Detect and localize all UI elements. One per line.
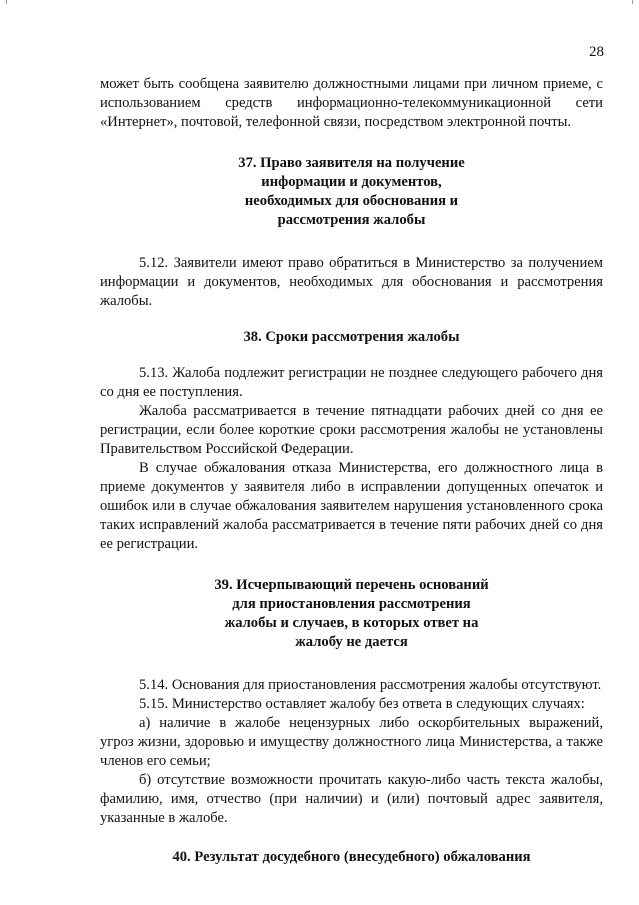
paragraph-5-13: 5.13. Жалоба подлежит регистрации не позднее следующего рабочего дня со дня ее поступления. xyxy=(100,365,603,400)
page-number: 28 xyxy=(589,44,604,60)
section-heading-39 xyxy=(100,576,603,652)
heading-line: 40. Результат досудебного (внесудебного) обжалования xyxy=(172,849,531,865)
section-heading-38 xyxy=(100,328,603,347)
list-item-a: а) наличие в жалобе нецензурных либо оскорбительных выражений, угроз жизни, здоровью и имуществу должностного лица Министерства, а также членов его семьи; xyxy=(100,715,603,769)
heading-line: информации и документов, xyxy=(261,174,442,190)
list-item-b: б) отсутствие возможности прочитать какую-либо часть текста жалобы, фамилию, имя, отчество (при наличии) и (или) почтовый адрес заявителя, указанные в жалобе. xyxy=(100,772,603,826)
heading-line: для приостановления рассмотрения xyxy=(232,596,471,612)
heading-line: 38. Сроки рассмотрения жалобы xyxy=(243,329,460,345)
scan-edge-mark-left xyxy=(6,0,7,4)
paragraph: может быть сообщена заявителю должностными лицами при личном приеме, с использованием средств информационно-телекоммуникационной сети «Интернет», почтовой, телефонной связи, посредством электронной почты. xyxy=(100,76,603,130)
paragraph: В случае обжалования отказа Министерства, его должностного лица в приеме документов у заявителя либо в исправлении допущенных опечаток и ошибок или в случае обжалования заявителем нарушения установленного срока таких исправлений жалоба рассматривается в течение пяти рабочих дней со дня ее регистрации. xyxy=(100,460,603,552)
paragraph-5-15: 5.15. Министерство оставляет жалобу без ответа в следующих случаях: xyxy=(139,696,585,712)
document-body xyxy=(100,75,603,867)
paragraph-5-12: 5.12. Заявители имеют право обратиться в Министерство за получением информации и документов, необходимых для обоснования и рассмотрения жалобы. xyxy=(100,255,603,309)
heading-line: 39. Исчерпывающий перечень оснований xyxy=(214,577,489,593)
section-heading-37 xyxy=(100,154,603,230)
section-heading-40 xyxy=(100,848,603,867)
heading-line: рассмотрения жалобы xyxy=(277,212,426,228)
heading-line: жалобу не дается xyxy=(295,634,408,650)
heading-line: необходимых для обоснования и xyxy=(244,193,459,209)
heading-line: жалобы и случаев, в которых ответ на xyxy=(224,615,479,631)
paragraph: Жалоба рассматривается в течение пятнадцати рабочих дней со дня ее регистрации, если более короткие сроки рассмотрения жалобы не установлены Правительством Российской Федерации. xyxy=(100,403,603,457)
paragraph-5-14: 5.14. Основания для приостановления рассмотрения жалобы отсутствуют. xyxy=(139,677,602,693)
heading-line: 37. Право заявителя на получение xyxy=(238,155,465,171)
scan-edge-mark-right xyxy=(632,0,633,4)
